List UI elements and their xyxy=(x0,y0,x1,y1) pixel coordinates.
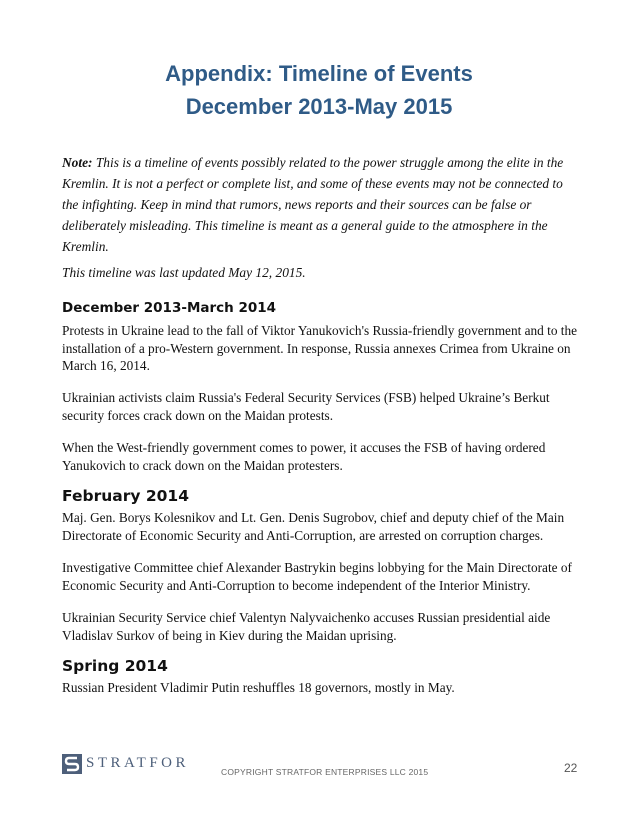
section-heading: Spring 2014 xyxy=(62,657,168,675)
paragraph: Investigative Committee chief Alexander Bastrykin begins lobbying for the Main Directorate of Economic Security and Anti-Corruption to become independent of the Interior Ministry. xyxy=(62,560,572,593)
paragraph: Ukrainian Security Service chief Valentyn Nalyvaichenko accuses Russian presidential aide Vladislav Surkov of being in Kiev during the Maidan uprising. xyxy=(62,610,551,643)
note-paragraph xyxy=(62,152,582,257)
copyright-notice: COPYRIGHT STRATFOR ENTERPRISES LLC 2015 xyxy=(221,767,429,777)
note-label: Note: xyxy=(62,155,93,170)
paragraph: Ukrainian activists claim Russia's Federal Security Services (FSB) helped Ukraine’s Berkut security forces crack down on the Maidan protests. xyxy=(62,390,550,423)
logo-wordmark: STRATFOR xyxy=(86,755,190,771)
page-number: 22 xyxy=(564,761,578,775)
paragraph: Protests in Ukraine lead to the fall of Viktor Yanukovich's Russia-friendly government and to the installation of a pro-Western government. In response, Russia annexes Crimea from Ukraine on March 16, 2014. xyxy=(62,323,578,373)
last-updated-text: This timeline was last updated May 12, 2015. xyxy=(62,265,306,280)
paragraph: Russian President Vladimir Putin reshuffles 18 governors, mostly in May. xyxy=(62,680,455,695)
paragraph: When the West-friendly government comes to power, it accuses the FSB of having ordered Yanukovich to crack down on the Maidan protesters. xyxy=(62,440,546,473)
stratfor-logo xyxy=(62,754,202,776)
page-title: Appendix: Timeline of Events xyxy=(165,61,473,86)
section-heading: December 2013-March 2014 xyxy=(62,300,277,316)
note-text: This is a timeline of events possibly related to the power struggle among the elite in the Kremlin. It is not a perfect or complete list, and some of these events may not be connected to the infighting. Keep in mind that rumors, news reports and their sources can be false or deliberately misleading. This timeline is meant as a general guide to the atmosphere in the Kremlin. xyxy=(62,155,564,254)
page-subtitle: December 2013-May 2015 xyxy=(185,94,453,119)
section-heading: February 2014 xyxy=(62,487,189,505)
stratfor-logo-icon xyxy=(62,754,82,774)
paragraph: Maj. Gen. Borys Kolesnikov and Lt. Gen. Denis Sugrobov, chief and deputy chief of the Main Directorate of Economic Security and Anti-Corruption, are arrested on corruption charges. xyxy=(62,510,565,543)
